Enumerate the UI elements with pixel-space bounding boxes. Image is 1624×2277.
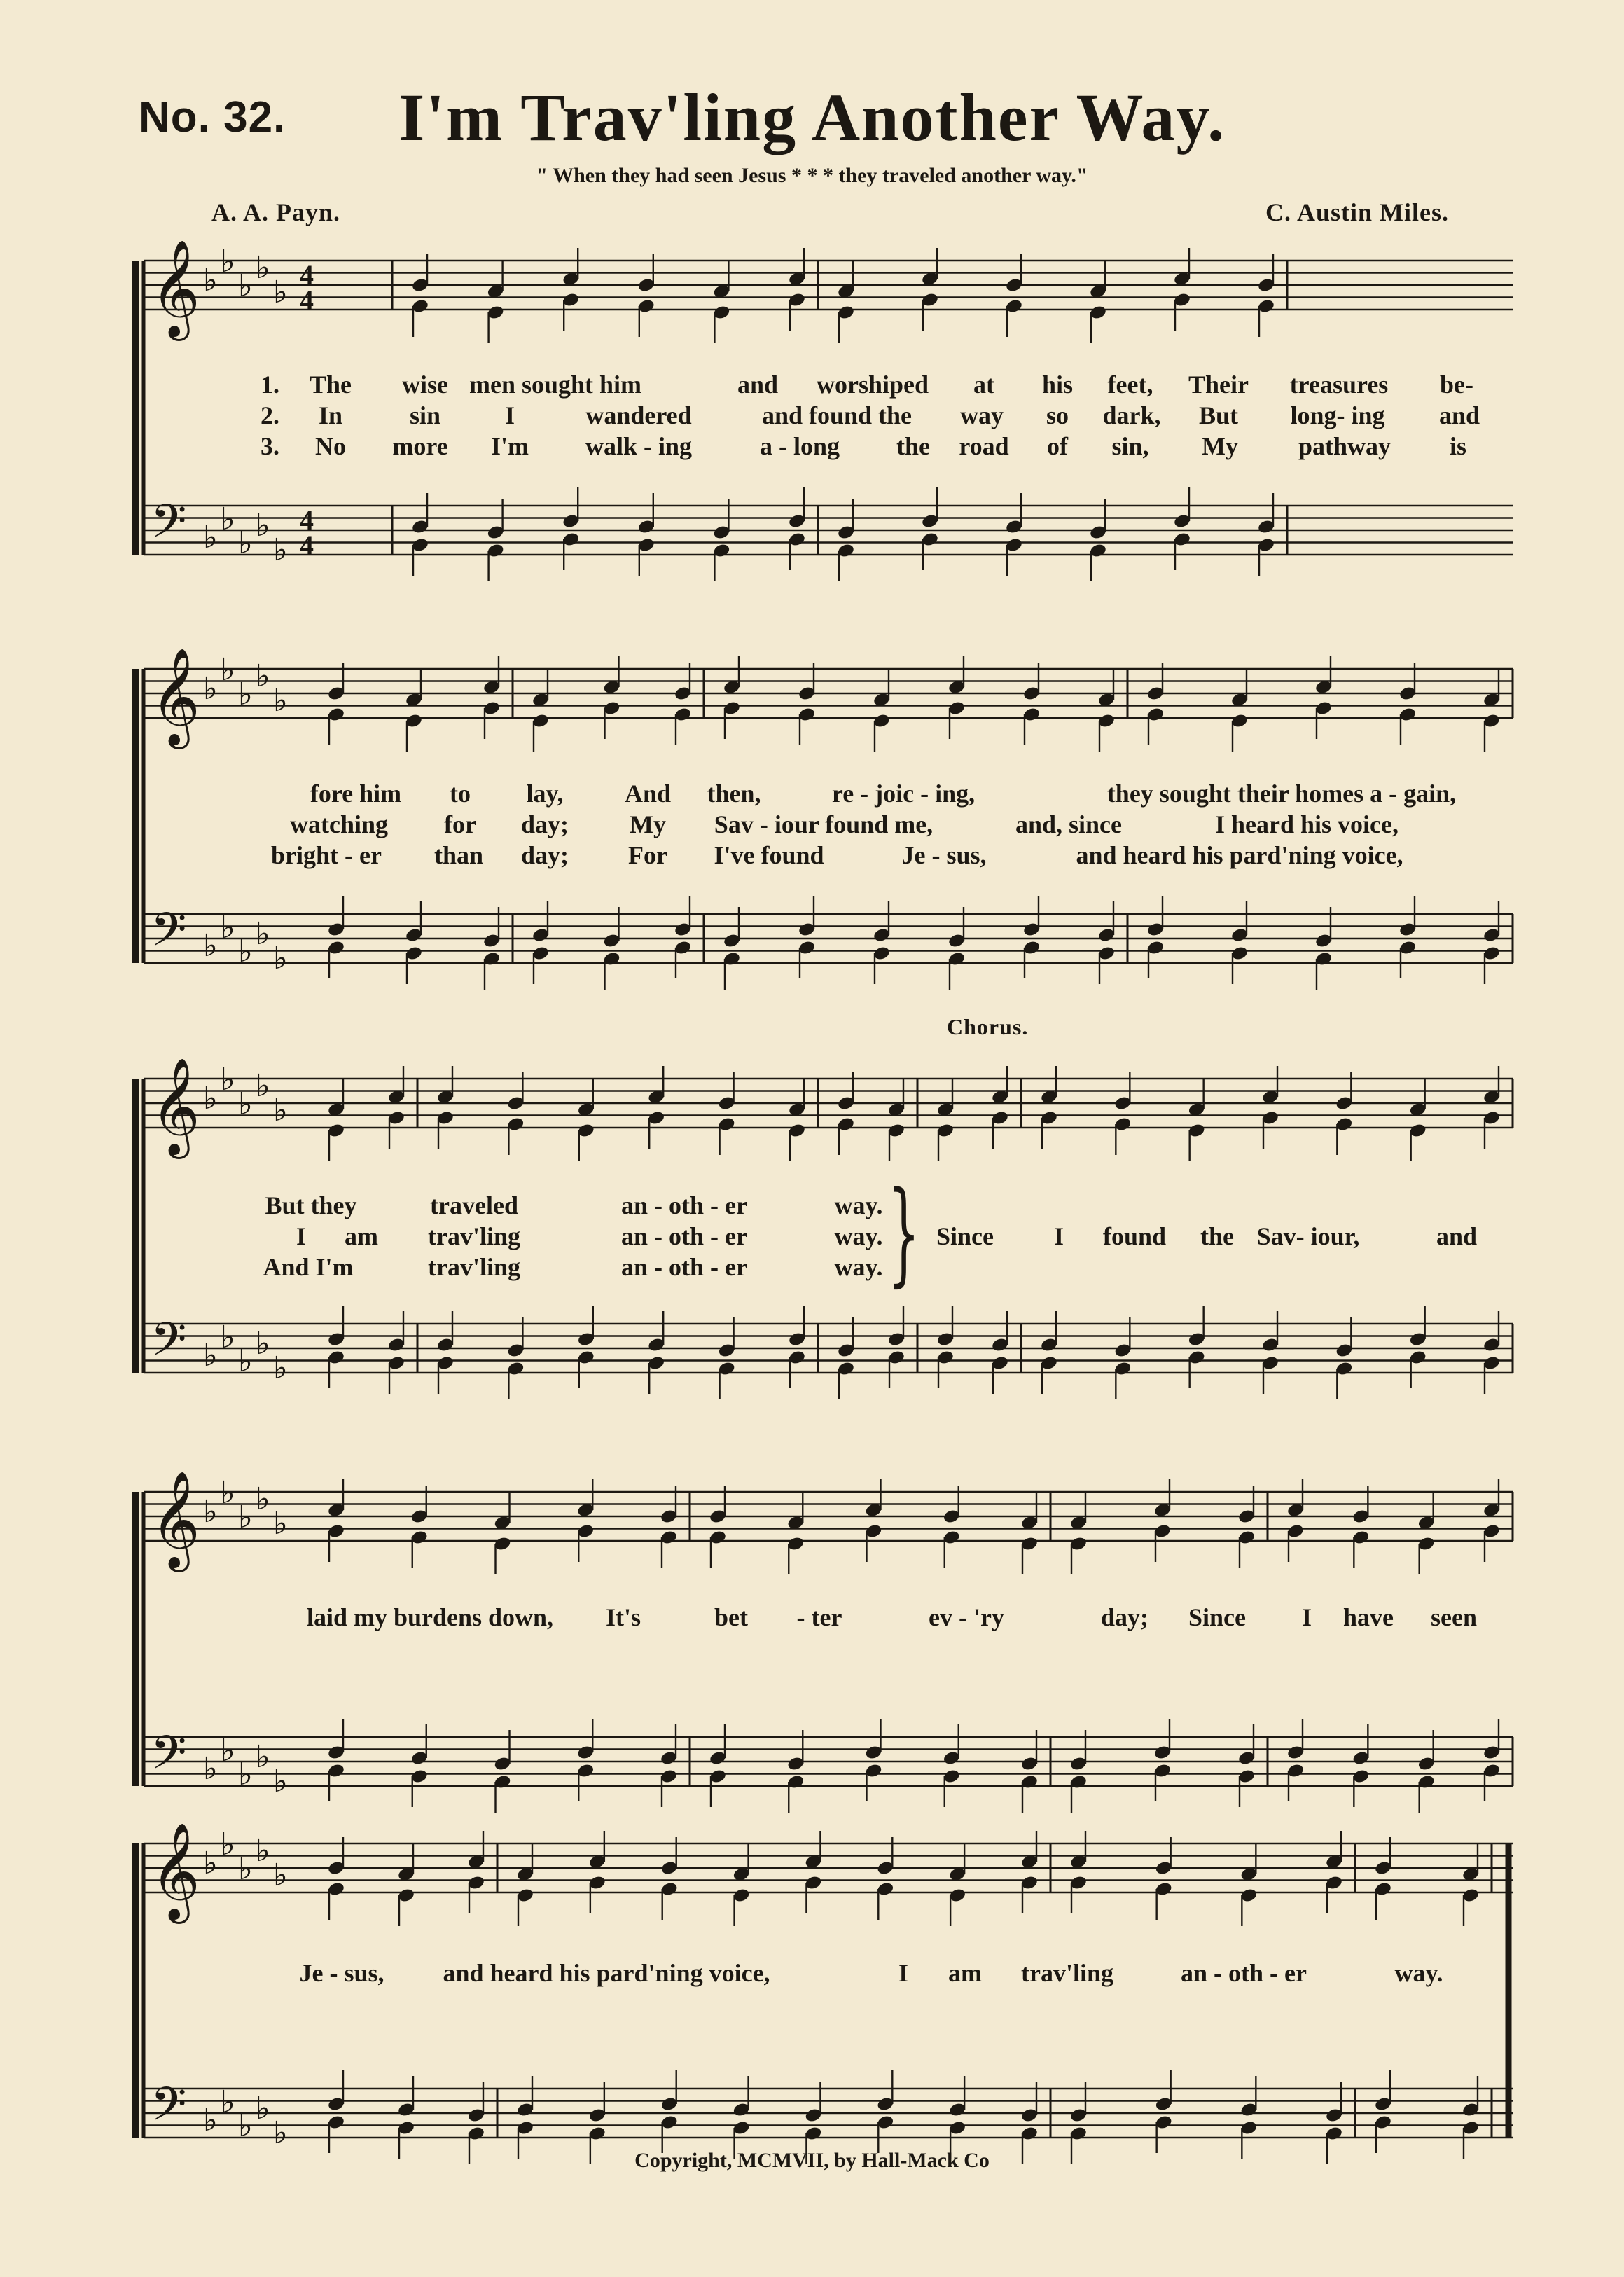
lyric-syllable: But: [1198, 401, 1239, 429]
verse-number: 1.: [261, 371, 279, 399]
time-signature-bass: 4: [300, 530, 314, 561]
flat-icon: ♭: [221, 652, 235, 688]
flat-icon: ♭: [256, 250, 270, 286]
lyric-syllable: I: [898, 1959, 909, 1987]
bass-clef-icon: 𝄢: [151, 494, 187, 560]
lyric-syllable: way.: [834, 1253, 883, 1281]
lyric-syllable: I've found: [714, 841, 824, 869]
lyric-syllable: and, since: [1015, 810, 1123, 838]
lyric-syllable: than: [433, 841, 484, 869]
flat-icon: ♭: [256, 508, 270, 544]
lyric-syllable: ev - 'ry: [929, 1603, 1004, 1631]
flat-icon: ♭: [256, 916, 270, 952]
flat-icon: ♭: [203, 1751, 218, 1787]
lyric-syllable: an - oth - er: [1181, 1959, 1307, 1987]
flat-icon: ♭: [273, 941, 288, 976]
flat-icon: ♭: [256, 2091, 270, 2126]
flat-icon: ♭: [238, 525, 253, 561]
lyric-syllable: I: [1053, 1222, 1064, 1250]
lyric-syllable: traveled: [430, 1191, 518, 1219]
flat-icon: ♭: [221, 1733, 235, 1769]
flat-icon: ♭: [203, 1846, 218, 1881]
lyric-syllable: I'm: [491, 432, 529, 460]
lyric-syllable: his: [1041, 371, 1074, 399]
verse-number: 2.: [261, 401, 279, 429]
lyric-syllable: to: [450, 780, 471, 808]
lyric-syllable: and: [1438, 401, 1480, 429]
flat-icon: ♭: [221, 1827, 235, 1862]
flat-icon: ♭: [203, 928, 218, 964]
lyric-syllable: Sav- iour,: [1256, 1222, 1360, 1250]
lyric-syllable: It's: [605, 1603, 641, 1631]
flat-icon: ♭: [203, 520, 218, 555]
flat-icon: ♭: [256, 1739, 270, 1775]
chorus-label: Chorus.: [947, 1014, 1029, 1039]
flat-icon: ♭: [221, 910, 235, 946]
lyric-syllable: The: [309, 371, 352, 399]
lyric-syllable: an - oth - er: [621, 1222, 747, 1250]
flat-icon: ♭: [273, 683, 288, 719]
flat-icon: ♭: [273, 1857, 288, 1893]
composer-credit: C. Austin Miles.: [1265, 198, 1449, 226]
flat-icon: ♭: [203, 263, 218, 298]
flat-icon: ♭: [238, 1500, 253, 1535]
lyric-syllable: walk - ing: [585, 432, 693, 460]
bass-clef-icon: 𝄢: [151, 903, 187, 968]
lyric-syllable: is: [1449, 432, 1467, 460]
lyric-syllable: treasures: [1289, 371, 1389, 399]
lyric-syllable: And I'm: [263, 1253, 354, 1281]
flat-icon: ♭: [221, 244, 235, 279]
flat-icon: ♭: [221, 1320, 235, 1355]
treble-clef-icon: 𝄞: [151, 1471, 200, 1568]
lyric-syllable: and found the: [761, 401, 912, 429]
flat-icon: ♭: [256, 1833, 270, 1869]
lyric-syllable: lay,: [526, 780, 564, 808]
flat-icon: ♭: [273, 275, 288, 310]
lyric-syllable: laid my burdens down,: [306, 1603, 554, 1631]
lyric-syllable: Je - sus,: [901, 841, 987, 869]
time-signature-top: 4: [300, 284, 314, 316]
lyric-syllable: be-: [1440, 371, 1473, 399]
flat-icon: ♭: [256, 1068, 270, 1104]
lyric-syllable: pathway: [1298, 432, 1391, 460]
verse-brace: }: [888, 1167, 920, 1298]
treble-clef-icon: 𝄞: [151, 648, 200, 745]
hymn-number: No. 32.: [139, 93, 286, 141]
lyric-syllable: the: [896, 432, 930, 460]
lyric-syllable: am: [345, 1222, 378, 1250]
flat-icon: ♭: [221, 1062, 235, 1098]
lyric-syllable: wandered: [585, 401, 692, 429]
lyric-syllable: way: [960, 401, 1004, 429]
lyric-syllable: trav'ling: [428, 1253, 520, 1281]
lyric-syllable: they sought their homes a - gain,: [1106, 780, 1457, 808]
flat-icon: ♭: [273, 1506, 288, 1542]
flat-icon: ♭: [221, 2084, 235, 2120]
lyric-syllable: and heard his pard'ning voice,: [443, 1959, 770, 1987]
lyric-syllable: re - joic - ing,: [831, 780, 976, 808]
epigraph: " When they had seen Jesus * * * they traveled another way.": [536, 164, 1088, 187]
lyricist-credit: A. A. Payn.: [211, 198, 341, 226]
time-signature-bass: 4: [300, 504, 314, 536]
flat-icon: ♭: [238, 1851, 253, 1887]
treble-clef-icon: 𝄞: [151, 1058, 200, 1155]
flat-icon: ♭: [238, 1757, 253, 1792]
lyric-syllable: an - oth - er: [621, 1253, 747, 1281]
lyric-syllable: feet,: [1107, 371, 1153, 399]
flat-icon: ♭: [238, 2108, 253, 2144]
lyric-syllable: And: [624, 780, 672, 808]
lyric-syllable: seen: [1431, 1603, 1477, 1631]
flat-icon: ♭: [273, 1350, 288, 1386]
lyric-syllable: trav'ling: [1021, 1959, 1113, 1987]
flat-icon: ♭: [203, 671, 218, 707]
lyric-syllable: sin,: [1111, 432, 1149, 460]
flat-icon: ♭: [256, 658, 270, 694]
flat-icon: ♭: [221, 501, 235, 537]
lyric-syllable: But they: [265, 1191, 357, 1219]
flat-icon: ♭: [256, 1481, 270, 1517]
lyric-syllable: watching: [289, 810, 389, 838]
lyric-syllable: and: [737, 371, 779, 399]
lyric-syllable: I: [296, 1222, 307, 1250]
lyric-syllable: No: [315, 432, 346, 460]
lyric-syllable: an - oth - er: [621, 1191, 747, 1219]
lyric-syllable: have: [1343, 1603, 1394, 1631]
lyric-syllable: at: [973, 371, 994, 399]
lyric-syllable: way.: [1394, 1959, 1443, 1987]
lyric-syllable: I heard his voice,: [1214, 810, 1399, 838]
flat-icon: ♭: [203, 2103, 218, 2138]
flat-icon: ♭: [273, 532, 288, 568]
lyric-syllable: way.: [834, 1222, 883, 1250]
flat-icon: ♭: [256, 1326, 270, 1362]
lyric-syllable: For: [628, 841, 667, 869]
flat-icon: ♭: [238, 677, 253, 712]
lyric-syllable: way.: [834, 1191, 883, 1219]
lyric-syllable: In: [318, 401, 343, 429]
flat-icon: ♭: [203, 1494, 218, 1530]
lyric-syllable: am: [948, 1959, 982, 1987]
copyright-notice: Copyright, MCMVII, by Hall-Mack Co: [634, 2149, 990, 2172]
bass-clef-icon: 𝄢: [151, 1726, 187, 1791]
hymn-title: I'm Trav'ling Another Way.: [398, 80, 1226, 155]
lyric-syllable: Since: [936, 1222, 994, 1250]
lyric-syllable: wise: [402, 371, 448, 399]
lyric-syllable: worshiped: [816, 371, 929, 399]
lyric-syllable: the: [1200, 1222, 1234, 1250]
lyric-syllable: I: [1301, 1603, 1312, 1631]
lyric-syllable: My: [630, 810, 666, 838]
lyric-syllable: found: [1102, 1222, 1167, 1250]
lyric-syllable: My: [1202, 432, 1238, 460]
flat-icon: ♭: [238, 934, 253, 969]
lyric-syllable: then,: [707, 780, 761, 808]
lyric-syllable: road: [959, 432, 1009, 460]
lyric-syllable: fore him: [310, 780, 402, 808]
lyric-syllable: trav'ling: [428, 1222, 520, 1250]
flat-icon: ♭: [273, 2115, 288, 2151]
lyric-syllable: men sought him: [469, 371, 642, 399]
flat-icon: ♭: [238, 1086, 253, 1122]
bass-clef-icon: 𝄢: [151, 1313, 187, 1378]
treble-clef-icon: 𝄞: [151, 1822, 200, 1920]
flat-icon: ♭: [273, 1093, 288, 1128]
flat-icon: ♭: [238, 268, 253, 304]
lyric-syllable: day;: [520, 810, 569, 838]
lyric-syllable: a - long: [759, 432, 840, 460]
treble-clef-icon: 𝄞: [151, 240, 200, 337]
flat-icon: ♭: [203, 1081, 218, 1116]
lyric-syllable: dark,: [1102, 401, 1161, 429]
flat-icon: ♭: [238, 1343, 253, 1379]
lyric-syllable: day;: [1100, 1603, 1149, 1631]
flat-icon: ♭: [203, 1338, 218, 1373]
lyric-syllable: more: [392, 432, 448, 460]
flat-icon: ♭: [221, 1475, 235, 1511]
lyric-syllable: I: [504, 401, 515, 429]
verse-number: 3.: [261, 432, 279, 460]
lyric-syllable: day;: [520, 841, 569, 869]
lyric-syllable: Their: [1188, 371, 1249, 399]
flat-icon: ♭: [273, 1764, 288, 1799]
lyric-syllable: bright - er: [271, 841, 382, 869]
time-signature-top: 4: [300, 259, 314, 291]
lyric-syllable: and heard his pard'ning voice,: [1076, 841, 1403, 869]
lyric-syllable: and: [1436, 1222, 1478, 1250]
lyric-syllable: Je - sus,: [299, 1959, 384, 1987]
lyric-syllable: of: [1047, 432, 1068, 460]
lyric-syllable: Sav - iour found me,: [714, 810, 934, 838]
lyric-syllable: Since: [1188, 1603, 1247, 1631]
lyric-syllable: long- ing: [1290, 401, 1385, 429]
lyric-syllable: for: [444, 810, 476, 838]
lyric-syllable: so: [1046, 401, 1069, 429]
lyric-syllable: bet: [714, 1603, 748, 1631]
lyric-syllable: - ter: [796, 1603, 842, 1631]
lyric-syllable: sin: [409, 401, 441, 429]
bass-clef-icon: 𝄢: [151, 2077, 187, 2143]
